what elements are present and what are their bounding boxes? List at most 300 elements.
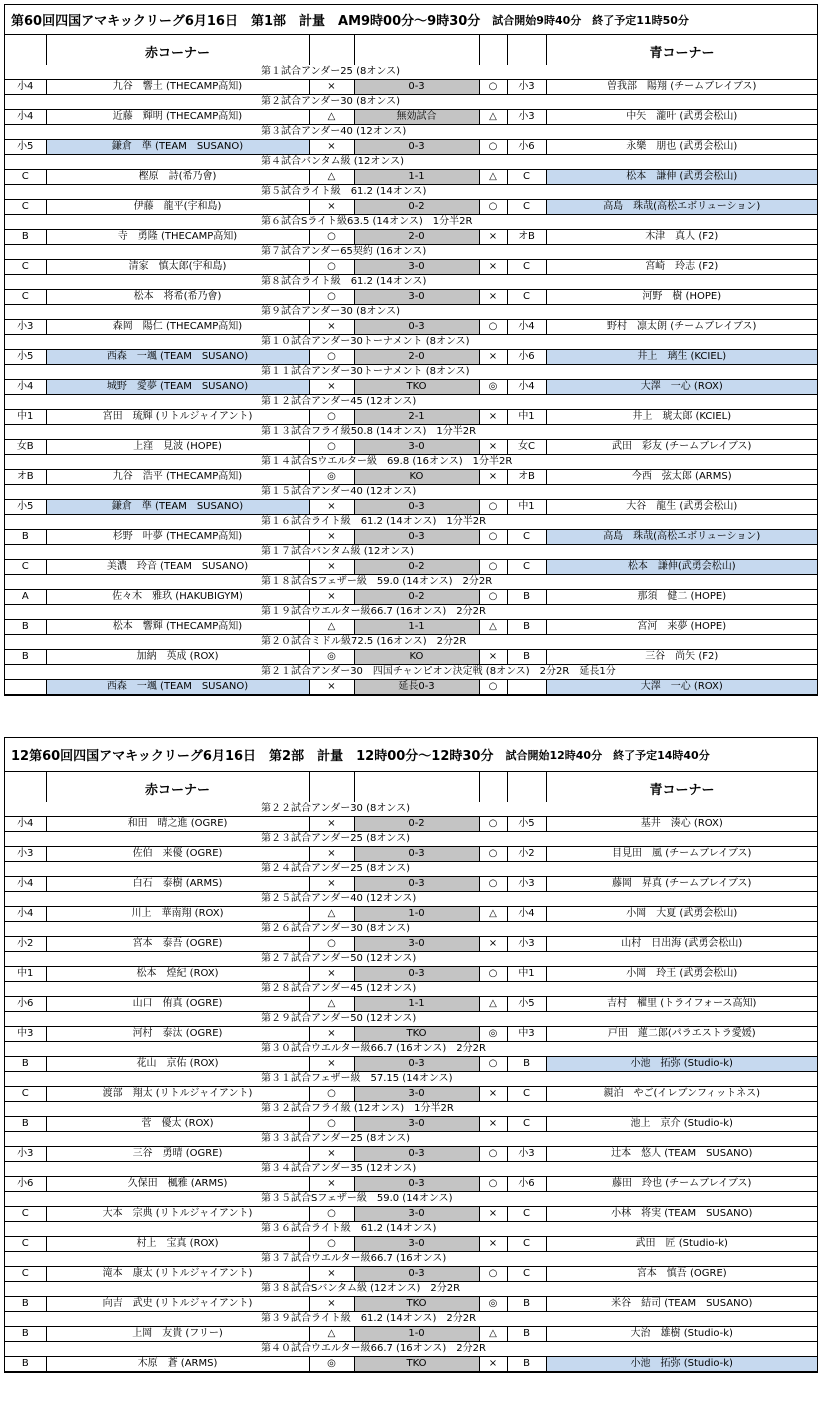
match-class: アンダー50 (12オンス) bbox=[311, 953, 417, 964]
blue-mark: × bbox=[479, 350, 507, 365]
match-class: Sライト級63.5 (14オンス) 1分半2R bbox=[301, 216, 473, 227]
red-mark: ◎ bbox=[309, 650, 354, 665]
match-title-row bbox=[5, 335, 817, 350]
match-heading bbox=[261, 335, 470, 349]
match-title-row bbox=[5, 922, 817, 937]
red-grade bbox=[5, 680, 46, 695]
match-title-cell bbox=[261, 1192, 817, 1207]
match-class: アンダー25 (8オンス) bbox=[311, 833, 410, 844]
match-title-cell bbox=[261, 455, 817, 470]
match-number: 第５試合 bbox=[261, 186, 301, 197]
blue-grade: C bbox=[507, 260, 546, 275]
match-class: バンタム級 (12オンス) bbox=[311, 546, 415, 557]
result: 0-2 bbox=[354, 200, 479, 215]
blue-mark: ○ bbox=[479, 1177, 507, 1192]
match-title-row bbox=[5, 575, 817, 590]
blue-grade: C bbox=[507, 1237, 546, 1252]
red-grade: A bbox=[5, 590, 46, 605]
red-mark: ○ bbox=[309, 290, 354, 305]
match-heading bbox=[261, 575, 492, 589]
blue-mark: ○ bbox=[479, 967, 507, 982]
match-title-cell bbox=[261, 245, 817, 260]
result: 1-1 bbox=[354, 997, 479, 1012]
match-row bbox=[5, 320, 817, 335]
blue-grade: C bbox=[507, 530, 546, 545]
result: KO bbox=[354, 650, 479, 665]
red-fighter: 松本 響輝 (THECAMP高知) bbox=[46, 620, 309, 635]
blue-mark: ○ bbox=[479, 560, 507, 575]
match-number: 第１１試合 bbox=[261, 366, 311, 377]
match-row bbox=[5, 907, 817, 922]
blue-mark: ○ bbox=[479, 1057, 507, 1072]
blue-fighter: 武田 匠 (Studio-k) bbox=[546, 1237, 817, 1252]
red-mark: ◎ bbox=[309, 470, 354, 485]
red-grade: C bbox=[5, 170, 46, 185]
red-grade: B bbox=[5, 230, 46, 245]
blue-mark: × bbox=[479, 230, 507, 245]
red-grade: 小4 bbox=[5, 80, 46, 95]
match-heading bbox=[261, 395, 416, 409]
blue-grade: 小5 bbox=[507, 817, 546, 832]
match-row bbox=[5, 380, 817, 395]
red-mark: △ bbox=[309, 110, 354, 125]
result: 3-0 bbox=[354, 1087, 479, 1102]
match-number: 第２０試合 bbox=[261, 636, 311, 647]
red-mark: × bbox=[309, 590, 354, 605]
red-mark: × bbox=[309, 140, 354, 155]
red-mark: × bbox=[309, 380, 354, 395]
blue-fighter: 河野 樹 (HOPE) bbox=[546, 290, 817, 305]
blue-fighter: 高島 珠哉(高松エボリューション) bbox=[546, 530, 817, 545]
blue-grade: C bbox=[507, 1207, 546, 1222]
result: 0-3 bbox=[354, 1177, 479, 1192]
result: 1-0 bbox=[354, 907, 479, 922]
red-grade: B bbox=[5, 1327, 46, 1342]
match-class: アンダー40 (12オンス) bbox=[301, 126, 407, 137]
red-mark: × bbox=[309, 967, 354, 982]
match-row bbox=[5, 1177, 817, 1192]
result: 延長0-3 bbox=[354, 680, 479, 695]
match-number: 第１２試合 bbox=[261, 396, 311, 407]
red-fighter: 鎌倉 準 (TEAM SUSANO) bbox=[46, 140, 309, 155]
red-grade: C bbox=[5, 290, 46, 305]
match-number: 第２７試合 bbox=[261, 953, 311, 964]
match-row bbox=[5, 140, 817, 155]
blue-fighter: 今西 弦太郎 (ARMS) bbox=[546, 470, 817, 485]
blue-grade: 小3 bbox=[507, 80, 546, 95]
match-number: 第１５試合 bbox=[261, 486, 311, 497]
match-title-cell bbox=[261, 802, 817, 817]
match-title-cell bbox=[261, 1312, 817, 1327]
match-heading bbox=[261, 635, 466, 649]
blue-grade: 小6 bbox=[507, 1177, 546, 1192]
result: 0-2 bbox=[354, 590, 479, 605]
red-fighter: 加納 英成 (ROX) bbox=[46, 650, 309, 665]
blue-fighter: 三谷 尚矢 (F2) bbox=[546, 650, 817, 665]
red-grade: B bbox=[5, 1057, 46, 1072]
match-row bbox=[5, 1267, 817, 1282]
result: 1-1 bbox=[354, 170, 479, 185]
blue-grade: 小3 bbox=[507, 1147, 546, 1162]
red-fighter: 向吉 武史 (リトルジャイアント) bbox=[46, 1297, 309, 1312]
match-heading bbox=[261, 1042, 486, 1056]
red-grade: 小3 bbox=[5, 1147, 46, 1162]
blue-grade: 小4 bbox=[507, 380, 546, 395]
match-number: 第４試合 bbox=[261, 156, 301, 167]
red-mark: × bbox=[309, 1177, 354, 1192]
red-grade: B bbox=[5, 530, 46, 545]
match-number: 第１９試合 bbox=[261, 606, 311, 617]
red-mark: × bbox=[309, 530, 354, 545]
red-mark: × bbox=[309, 320, 354, 335]
blue-fighter: 宮本 慎吾 (OGRE) bbox=[546, 1267, 817, 1282]
red-fighter: 宮田 琉輝 (リトルジャイアント) bbox=[46, 410, 309, 425]
match-row bbox=[5, 470, 817, 485]
match-number: 第１７試合 bbox=[261, 546, 311, 557]
match-title-cell bbox=[261, 1012, 817, 1027]
match-title-row bbox=[5, 395, 817, 410]
match-title-cell bbox=[261, 892, 817, 907]
part2-red-corner-header: 赤コーナー bbox=[144, 783, 210, 798]
match-number: 第９試合 bbox=[261, 306, 301, 317]
match-title-cell bbox=[261, 425, 817, 440]
red-grade: 小5 bbox=[5, 350, 46, 365]
red-grade: B bbox=[5, 1297, 46, 1312]
blue-mark: × bbox=[479, 1357, 507, 1372]
match-row bbox=[5, 1057, 817, 1072]
match-heading bbox=[261, 1102, 454, 1116]
blue-fighter: 小池 拓弥 (Studio-k) bbox=[546, 1057, 817, 1072]
match-heading bbox=[261, 185, 426, 199]
red-mark: × bbox=[309, 1267, 354, 1282]
match-row bbox=[5, 200, 817, 215]
result: 3-0 bbox=[354, 290, 479, 305]
red-mark: ○ bbox=[309, 260, 354, 275]
red-mark: × bbox=[309, 817, 354, 832]
blue-mark: × bbox=[479, 650, 507, 665]
match-title-row bbox=[5, 65, 817, 80]
match-class: ライト級 61.2 (14オンス) bbox=[301, 186, 427, 197]
match-heading bbox=[261, 1012, 416, 1026]
match-row bbox=[5, 1237, 817, 1252]
blue-fighter: 山村 日出海 (武勇会松山) bbox=[546, 937, 817, 952]
blue-fighter: 目見田 風 (チームブレイブス) bbox=[546, 847, 817, 862]
match-title-cell bbox=[261, 515, 817, 530]
result: 2-1 bbox=[354, 410, 479, 425]
match-number: 第３１試合 bbox=[261, 1073, 311, 1084]
match-title-cell bbox=[261, 155, 817, 170]
blue-grade: 小3 bbox=[507, 937, 546, 952]
match-title-row bbox=[5, 425, 817, 440]
red-fighter: 西森 一颯 (TEAM SUSANO) bbox=[46, 350, 309, 365]
result: 0-3 bbox=[354, 320, 479, 335]
red-grade: 小3 bbox=[5, 847, 46, 862]
result: 2-0 bbox=[354, 350, 479, 365]
result: KO bbox=[354, 470, 479, 485]
match-number: 第２６試合 bbox=[261, 923, 311, 934]
blue-mark: × bbox=[479, 260, 507, 275]
result: 0-3 bbox=[354, 877, 479, 892]
red-fighter: 佐々木 雅玖 (HAKUBIGYM) bbox=[46, 590, 309, 605]
match-title-row bbox=[5, 1162, 817, 1177]
match-heading bbox=[261, 982, 416, 996]
match-number: 第１０試合 bbox=[261, 336, 311, 347]
match-title-cell bbox=[261, 215, 817, 230]
match-heading bbox=[261, 455, 512, 469]
match-row bbox=[5, 230, 817, 245]
blue-mark: △ bbox=[479, 170, 507, 185]
match-title-row bbox=[5, 1312, 817, 1327]
match-title-row bbox=[5, 952, 817, 967]
match-heading bbox=[261, 1312, 476, 1326]
match-row bbox=[5, 530, 817, 545]
red-grade: C bbox=[5, 1237, 46, 1252]
red-fighter: 上岡 友貴 (フリー) bbox=[46, 1327, 309, 1342]
red-fighter: 佐伯 来優 (OGRE) bbox=[46, 847, 309, 862]
blue-fighter: 吉村 櫂里 (トライフォース高知) bbox=[546, 997, 817, 1012]
red-mark: × bbox=[309, 500, 354, 515]
match-row bbox=[5, 847, 817, 862]
blue-grade: B bbox=[507, 1357, 546, 1372]
red-fighter: 九谷 響土 (THECAMP高知) bbox=[46, 80, 309, 95]
part2-corner-header bbox=[5, 772, 817, 802]
match-row bbox=[5, 877, 817, 892]
red-fighter: 九谷 浩平 (THECAMP高知) bbox=[46, 470, 309, 485]
match-title-row bbox=[5, 125, 817, 140]
result: 0-3 bbox=[354, 530, 479, 545]
blue-grade: C bbox=[507, 200, 546, 215]
match-class: Sフェザー級 59.0 (14オンス) bbox=[311, 1193, 453, 1204]
red-fighter: 森岡 陽仁 (THECAMP高知) bbox=[46, 320, 309, 335]
red-fighter: 木原 蒼 (ARMS) bbox=[46, 1357, 309, 1372]
match-heading bbox=[261, 892, 416, 906]
match-heading bbox=[261, 605, 486, 619]
match-number: 第２２試合 bbox=[261, 803, 311, 814]
red-mark: △ bbox=[309, 620, 354, 635]
red-fighter: 松本 将希(希乃會) bbox=[46, 290, 309, 305]
red-grade: C bbox=[5, 200, 46, 215]
blue-grade: B bbox=[507, 1057, 546, 1072]
match-title-cell bbox=[261, 832, 817, 847]
result: 0-3 bbox=[354, 1057, 479, 1072]
match-number: 第３３試合 bbox=[261, 1133, 311, 1144]
red-grade: 小6 bbox=[5, 997, 46, 1012]
match-title-cell bbox=[261, 862, 817, 877]
match-class: ウエルター級66.7 (16オンス) bbox=[311, 1253, 447, 1264]
match-title-cell bbox=[261, 605, 817, 620]
match-class: Sフェザー級 59.0 (14オンス) 2分2R bbox=[311, 576, 493, 587]
red-mark: △ bbox=[309, 907, 354, 922]
match-class: バンタム級 (12オンス) bbox=[301, 156, 405, 167]
match-class: ミドル級72.5 (16オンス) 2分2R bbox=[311, 636, 467, 647]
red-mark: × bbox=[309, 1297, 354, 1312]
match-title-row bbox=[5, 215, 817, 230]
match-class: アンダー50 (12オンス) bbox=[311, 1013, 417, 1024]
match-row bbox=[5, 937, 817, 952]
red-grade: 小3 bbox=[5, 320, 46, 335]
match-title-row bbox=[5, 275, 817, 290]
blue-fighter: 小池 拓弥 (Studio-k) bbox=[546, 1357, 817, 1372]
red-fighter: 三谷 勇晴 (OGRE) bbox=[46, 1147, 309, 1162]
blue-grade: 中1 bbox=[507, 410, 546, 425]
match-title-row bbox=[5, 802, 817, 817]
red-mark: ◎ bbox=[309, 1357, 354, 1372]
red-fighter: 和田 晴之進 (OGRE) bbox=[46, 817, 309, 832]
red-mark: × bbox=[309, 877, 354, 892]
blue-fighter: 永樂 朋也 (武勇会松山) bbox=[546, 140, 817, 155]
blue-fighter: 小林 将実 (TEAM SUSANO) bbox=[546, 1207, 817, 1222]
match-heading bbox=[261, 275, 426, 289]
match-row bbox=[5, 410, 817, 425]
match-row bbox=[5, 997, 817, 1012]
part2-schedule: 試合開始12時40分 終了予定14時40分 bbox=[505, 748, 710, 762]
match-class: アンダー25 (8オンス) bbox=[311, 1133, 410, 1144]
blue-grade: C bbox=[507, 1117, 546, 1132]
match-number: 第３８試合 bbox=[261, 1283, 311, 1294]
red-mark: ○ bbox=[309, 1117, 354, 1132]
blue-grade: オB bbox=[507, 470, 546, 485]
blue-mark: ○ bbox=[479, 590, 507, 605]
match-class: アンダー30 四国チャンピオン決定戦 (8オンス) 2分2R 延長1分 bbox=[311, 666, 616, 677]
blue-grade: B bbox=[507, 1327, 546, 1342]
blue-grade: C bbox=[507, 1087, 546, 1102]
red-mark: ○ bbox=[309, 230, 354, 245]
match-number: 第３９試合 bbox=[261, 1313, 311, 1324]
red-fighter: 杉野 叶夢 (THECAMP高知) bbox=[46, 530, 309, 545]
blue-fighter: 宮崎 玲志 (F2) bbox=[546, 260, 817, 275]
match-title-row bbox=[5, 515, 817, 530]
blue-grade: 中1 bbox=[507, 500, 546, 515]
blue-fighter: 宮河 来夢 (HOPE) bbox=[546, 620, 817, 635]
part1-match-table bbox=[5, 65, 817, 695]
blue-fighter: 那須 健二 (HOPE) bbox=[546, 590, 817, 605]
match-row bbox=[5, 1357, 817, 1372]
red-grade: 中1 bbox=[5, 410, 46, 425]
red-fighter: 白石 泰樹 (ARMS) bbox=[46, 877, 309, 892]
red-grade: C bbox=[5, 260, 46, 275]
match-class: アンダー35 (12オンス) bbox=[311, 1163, 417, 1174]
red-fighter: 村上 宝真 (ROX) bbox=[46, 1237, 309, 1252]
blue-mark: × bbox=[479, 440, 507, 455]
result: 0-3 bbox=[354, 967, 479, 982]
blue-fighter: 武田 彩友 (チームブレイブス) bbox=[546, 440, 817, 455]
match-title-row bbox=[5, 1072, 817, 1087]
match-title-cell bbox=[261, 305, 817, 320]
match-title-row bbox=[5, 155, 817, 170]
match-number: 第３２試合 bbox=[261, 1103, 311, 1114]
blue-mark: ○ bbox=[479, 80, 507, 95]
match-title-row bbox=[5, 1282, 817, 1297]
red-mark: ○ bbox=[309, 1237, 354, 1252]
blue-fighter: 大治 雄樹 (Studio-k) bbox=[546, 1327, 817, 1342]
result: 0-2 bbox=[354, 817, 479, 832]
blue-grade: C bbox=[507, 170, 546, 185]
blue-mark: × bbox=[479, 1087, 507, 1102]
blue-mark: × bbox=[479, 1237, 507, 1252]
match-heading bbox=[261, 215, 472, 229]
match-heading bbox=[261, 1282, 460, 1296]
match-heading bbox=[261, 485, 416, 499]
blue-fighter: 高島 珠哉(高松エボリューション) bbox=[546, 200, 817, 215]
result: TKO bbox=[354, 380, 479, 395]
match-heading bbox=[261, 545, 414, 559]
blue-fighter: 井上 璃生 (KCIEL) bbox=[546, 350, 817, 365]
blue-fighter: 野村 凛太朗 (チームブレイブス) bbox=[546, 320, 817, 335]
blue-grade: 女C bbox=[507, 440, 546, 455]
red-fighter: 美濃 玲音 (TEAM SUSANO) bbox=[46, 560, 309, 575]
red-mark: ○ bbox=[309, 1207, 354, 1222]
red-grade: 女B bbox=[5, 440, 46, 455]
match-row bbox=[5, 1027, 817, 1042]
blue-grade bbox=[507, 680, 546, 695]
match-title-row bbox=[5, 365, 817, 380]
match-class: ウエルター級66.7 (16オンス) 2分2R bbox=[311, 1343, 486, 1354]
blue-fighter: 松本 謙伸(武勇会松山) bbox=[546, 560, 817, 575]
blue-mark: ◎ bbox=[479, 1297, 507, 1312]
match-row bbox=[5, 500, 817, 515]
blue-mark: ○ bbox=[479, 680, 507, 695]
red-fighter: 樫原 詩(希乃會) bbox=[46, 170, 309, 185]
match-row bbox=[5, 260, 817, 275]
red-mark: × bbox=[309, 80, 354, 95]
match-class: アンダー30 (8オンス) bbox=[301, 96, 400, 107]
blue-mark: ○ bbox=[479, 500, 507, 515]
blue-mark: × bbox=[479, 290, 507, 305]
blue-mark: ○ bbox=[479, 877, 507, 892]
part1-title-bar bbox=[5, 5, 817, 35]
match-class: ライト級 61.2 (14オンス) 2分2R bbox=[311, 1313, 477, 1324]
match-title-row bbox=[5, 455, 817, 470]
match-row bbox=[5, 817, 817, 832]
blue-fighter: 井上 琥太郎 (KCIEL) bbox=[546, 410, 817, 425]
match-title-row bbox=[5, 832, 817, 847]
match-class: ライト級 61.2 (14オンス) bbox=[301, 276, 427, 287]
blue-fighter: 大澤 一心 (ROX) bbox=[546, 380, 817, 395]
match-title-cell bbox=[261, 365, 817, 380]
match-title-row bbox=[5, 1252, 817, 1267]
result: 0-3 bbox=[354, 847, 479, 862]
red-fighter: 伊藤 龍平(宇和島) bbox=[46, 200, 309, 215]
match-class: アンダー30 (8オンス) bbox=[311, 923, 410, 934]
blue-mark: ○ bbox=[479, 320, 507, 335]
match-heading bbox=[261, 802, 410, 816]
red-grade: B bbox=[5, 650, 46, 665]
blue-grade: 小6 bbox=[507, 140, 546, 155]
match-row bbox=[5, 1207, 817, 1222]
blue-fighter: 木津 真人 (F2) bbox=[546, 230, 817, 245]
match-title-cell bbox=[261, 1072, 817, 1087]
result: 1-1 bbox=[354, 620, 479, 635]
match-class: アンダー65契約 (16オンス) bbox=[301, 246, 427, 257]
blue-grade: 小3 bbox=[507, 110, 546, 125]
match-heading bbox=[261, 922, 410, 936]
part2-title: 12第60回四国アマキックリーグ6月16日 第2部 計量 12時00分～12時30分 bbox=[11, 749, 494, 764]
red-mark: × bbox=[309, 1147, 354, 1162]
red-fighter: 宮本 泰吾 (OGRE) bbox=[46, 937, 309, 952]
part1-corner-header bbox=[5, 35, 817, 65]
red-fighter: 花山 京佑 (ROX) bbox=[46, 1057, 309, 1072]
match-title-row bbox=[5, 95, 817, 110]
match-title-row bbox=[5, 665, 817, 680]
match-title-cell bbox=[261, 982, 817, 997]
match-class: ウエルター級66.7 (16オンス) 2分2R bbox=[311, 606, 486, 617]
result: TKO bbox=[354, 1027, 479, 1042]
match-heading bbox=[261, 1132, 410, 1146]
result: 3-0 bbox=[354, 1237, 479, 1252]
match-title-row bbox=[5, 1102, 817, 1117]
blue-grade: B bbox=[507, 650, 546, 665]
match-number: 第１６試合 bbox=[261, 516, 311, 527]
